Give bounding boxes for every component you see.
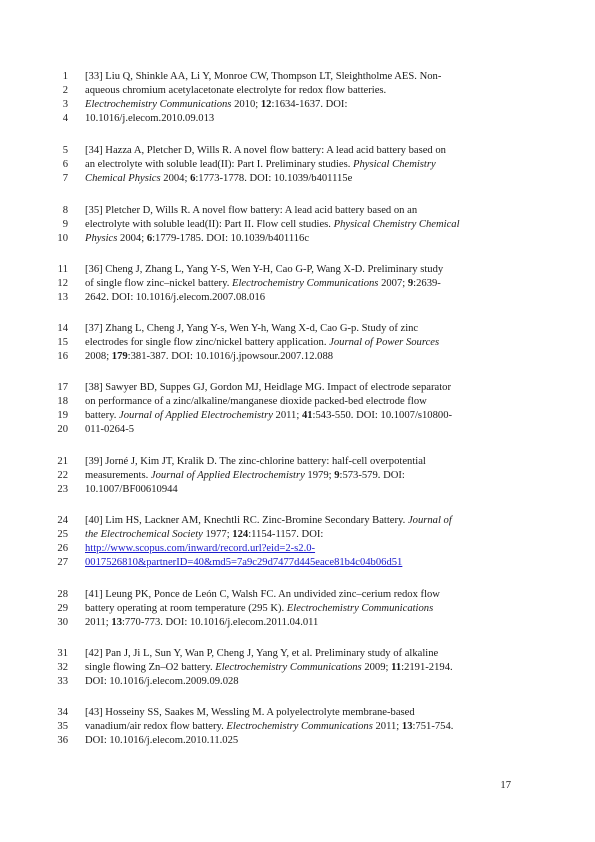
line-number: 27 (57, 556, 68, 568)
reference-text: [42] Pan J, Ji L, Sun Y, Wan P, Cheng J, Yang Y, et al. Preliminary study of alkaline (85, 648, 439, 659)
volume-number: 12 (260, 98, 272, 110)
reference-text: 10.1016/j.elecom.2010.09.013 (85, 112, 215, 124)
line-number: 24 (57, 515, 68, 526)
line-number: 5 (62, 145, 68, 156)
reference-text: [41] Leung PK, Ponce de León C, Walsh FC. An undivided zinc–cerium redox flow (85, 589, 440, 600)
volume-number: 6 (190, 172, 196, 184)
reference-text: measurements. (85, 469, 151, 481)
reference-text: [35] Pletcher D, Wills R. A novel flow battery: A lead acid battery based on an (85, 205, 418, 216)
reference-text: :1779-1785. DOI: 10.1039/b401116c (152, 232, 310, 244)
reference-text: electrodes for single flow zinc/nickel battery application. (85, 336, 330, 348)
line-number: 3 (62, 98, 68, 110)
reference-text: [38] Sawyer BD, Suppes GJ, Gordon MJ, Heidlage MG. Impact of electrode separator (85, 382, 451, 393)
volume-number: 124 (232, 528, 249, 540)
line-number: 21 (57, 456, 68, 467)
volume-number: 13 (111, 616, 122, 628)
reference-text: single flowing Zn–O2 battery. (85, 661, 216, 673)
reference-line (85, 616, 515, 630)
reference-line (85, 263, 515, 277)
line-number: 4 (62, 112, 68, 124)
journal-title: Electrochemistry Communications (286, 602, 434, 614)
reference-line (85, 381, 515, 395)
reference-text: [43] Hosseiny SS, Saakes M, Wessling M. A polyelectrolyte membrane-based (85, 707, 415, 718)
line-number: 29 (57, 602, 68, 614)
line-number: 15 (57, 336, 68, 348)
reference-text: 2642. DOI: 10.1016/j.elecom.2007.08.016 (85, 291, 266, 303)
reference-text: 2004; (160, 172, 191, 184)
journal-title: Electrochemistry Communications (226, 720, 373, 732)
journal-title: Electrochemistry Communications (85, 98, 232, 110)
reference-text: [37] Zhang L, Cheng J, Yang Y-s, Wen Y-h, Wang X-d, Cao G-p. Study of zinc (85, 323, 419, 334)
reference-text: 2010; (231, 98, 261, 110)
journal-title: the Electrochemical Society (85, 528, 203, 540)
reference-line (85, 706, 515, 720)
line-number: 8 (62, 205, 68, 216)
line-number: 31 (57, 648, 68, 659)
reference-line (85, 409, 515, 423)
line-number: 17 (57, 382, 68, 393)
volume-number: 13 (401, 720, 413, 732)
reference-line (85, 734, 515, 748)
line-number: 9 (62, 218, 68, 230)
reference-text: on performance of a zinc/alkaline/manganese dioxide packed-bed electrode flow (85, 395, 427, 407)
reference-text: 10.1007/BF00610944 (85, 483, 178, 495)
reference-text: 2008; (85, 350, 112, 362)
reference-line (85, 588, 515, 602)
reference-line (85, 528, 515, 542)
reference-text: 2004; (117, 232, 147, 244)
reference-text: vanadium/air redox flow battery. (85, 720, 227, 732)
journal-title: Physical Chemistry Chemical (333, 218, 460, 230)
line-number: 11 (57, 264, 68, 275)
line-number: 25 (57, 528, 68, 540)
reference-text: aqueous chromium acetylacetonate electrolyte for redox flow batteries. (85, 84, 387, 96)
reference-text: :751-754. (412, 720, 454, 732)
journal-title: Journal of Power Sources (329, 336, 440, 348)
reference-text: 2011; (372, 720, 402, 732)
reference-line (85, 277, 515, 291)
reference-text: battery. (85, 409, 120, 421)
reference-text: :1773-1778. DOI: 10.1039/b401115e (195, 172, 353, 184)
reference-line (85, 602, 515, 616)
journal-title: Journal of Applied Electrochemistry (150, 469, 305, 481)
reference-text: :2639- (413, 277, 441, 289)
volume-number: 9 (407, 277, 414, 289)
reference-line (85, 336, 515, 350)
reference-text: 1977; (202, 528, 233, 540)
reference-line (85, 514, 515, 528)
reference-text: 1979; (304, 469, 335, 481)
line-number: 12 (57, 277, 68, 289)
reference-text: :1154-1157. DOI: (248, 528, 324, 540)
line-number: 19 (57, 409, 68, 421)
reference-text: 2009; (361, 661, 392, 673)
line-number: 20 (57, 423, 68, 435)
reference-text: DOI: 10.1016/j.elecom.2010.11.025 (85, 734, 239, 746)
doi-link[interactable]: http://www.scopus.com/inward/record.url?eid=2-s2.0- (85, 542, 316, 554)
volume-number: 41 (301, 409, 313, 421)
reference-line (85, 144, 515, 158)
line-number: 16 (57, 350, 68, 362)
journal-title: Journal of (407, 515, 452, 526)
line-number: 18 (57, 395, 68, 407)
reference-line (85, 423, 515, 437)
reference-text: an electrolyte with soluble lead(II): Part I. Preliminary studies. (85, 158, 354, 170)
reference-text: electrolyte with soluble lead(II): Part II. Flow cell studies. (85, 218, 334, 230)
reference-line (85, 204, 515, 218)
line-number: 33 (57, 675, 68, 687)
journal-title: Electrochemistry Communications (215, 661, 362, 673)
line-number: 30 (57, 616, 68, 628)
reference-line (85, 647, 515, 661)
line-number: 36 (57, 734, 68, 746)
line-number: 23 (57, 483, 68, 495)
journal-title: Chemical Physics (85, 172, 161, 184)
reference-line (85, 455, 515, 469)
line-number: 14 (57, 323, 68, 334)
reference-text: :2191-2194. (401, 661, 453, 673)
reference-text: [39] Jorné J, Kim JT, Kralik D. The zinc-chlorine battery: half-cell overpotential (85, 456, 426, 467)
reference-line (85, 483, 515, 497)
volume-number: 9 (334, 469, 340, 481)
reference-line (85, 218, 515, 232)
line-number: 13 (57, 291, 68, 303)
volume-number: 11 (391, 661, 402, 673)
line-number: 26 (57, 542, 68, 554)
reference-text: :770-773. DOI: 10.1016/j.elecom.2011.04.011 (121, 616, 319, 628)
reference-text: 011-0264-5 (85, 423, 135, 435)
reference-text: [40] Lim HS, Lackner AM, Knechtli RC. Zinc-Bromine Secondary Battery. (85, 515, 408, 526)
reference-line (85, 112, 515, 126)
reference-text: :543-550. DOI: 10.1007/s10800- (312, 409, 453, 421)
line-number: 35 (57, 720, 68, 732)
journal-title: Physical Chemistry (353, 158, 436, 170)
reference-text: [33] Liu Q, Shinkle AA, Li Y, Monroe CW, Thompson LT, Sleightholme AES. Non- (85, 71, 442, 82)
journal-title: Physics (85, 232, 118, 244)
reference-line (85, 322, 515, 336)
reference-line (85, 469, 515, 483)
journal-title: Electrochemistry Communications (232, 277, 379, 289)
reference-text: :573-579. DOI: (339, 469, 405, 481)
line-number: 22 (57, 469, 68, 481)
line-number: 2 (62, 84, 68, 96)
reference-line (85, 720, 515, 734)
reference-text: :381-387. DOI: 10.1016/j.jpowsour.2007.12.088 (127, 350, 334, 362)
reference-line (85, 84, 515, 98)
doi-link[interactable]: 0017526810&partnerID=40&md5=7a9c29d7477d445eace81b4c04b06d51 (85, 556, 403, 568)
reference-line (85, 232, 515, 246)
journal-title: Journal of Applied Electrochemistry (119, 409, 273, 421)
line-number: 10 (57, 232, 68, 244)
reference-text: :1634-1637. DOI: (271, 98, 348, 110)
reference-line (85, 158, 515, 172)
reference-text: 2011; (272, 409, 302, 421)
line-number: 7 (62, 172, 68, 184)
reference-line (85, 675, 515, 689)
reference-line (85, 172, 515, 186)
reference-line (85, 291, 515, 305)
reference-line (85, 70, 515, 84)
volume-number: 6 (146, 232, 153, 244)
line-number: 1 (62, 71, 68, 82)
reference-text: 2011; (85, 616, 112, 628)
reference-line (85, 98, 515, 112)
reference-text: [34] Hazza A, Pletcher D, Wills R. A novel flow battery: A lead acid battery based on (85, 145, 446, 156)
reference-text: battery operating at room temperature (295 K). (85, 602, 287, 614)
reference-line (85, 395, 515, 409)
volume-number: 179 (111, 350, 128, 362)
reference-text: [36] Cheng J, Zhang L, Yang Y-S, Wen Y-H, Cao G-P, Wang X-D. Preliminary study (85, 264, 444, 275)
reference-line (85, 556, 515, 570)
reference-text: 2007; (378, 277, 408, 289)
reference-line (85, 661, 515, 675)
reference-line (85, 350, 515, 364)
line-number: 34 (57, 707, 68, 718)
reference-line (85, 542, 515, 556)
line-number: 6 (62, 158, 68, 170)
reference-text: DOI: 10.1016/j.elecom.2009.09.028 (85, 675, 239, 687)
line-number: 32 (57, 661, 68, 673)
reference-text: of single flow zinc–nickel battery. (85, 277, 232, 289)
page-number: 17 (500, 780, 511, 791)
line-number: 28 (57, 589, 68, 600)
